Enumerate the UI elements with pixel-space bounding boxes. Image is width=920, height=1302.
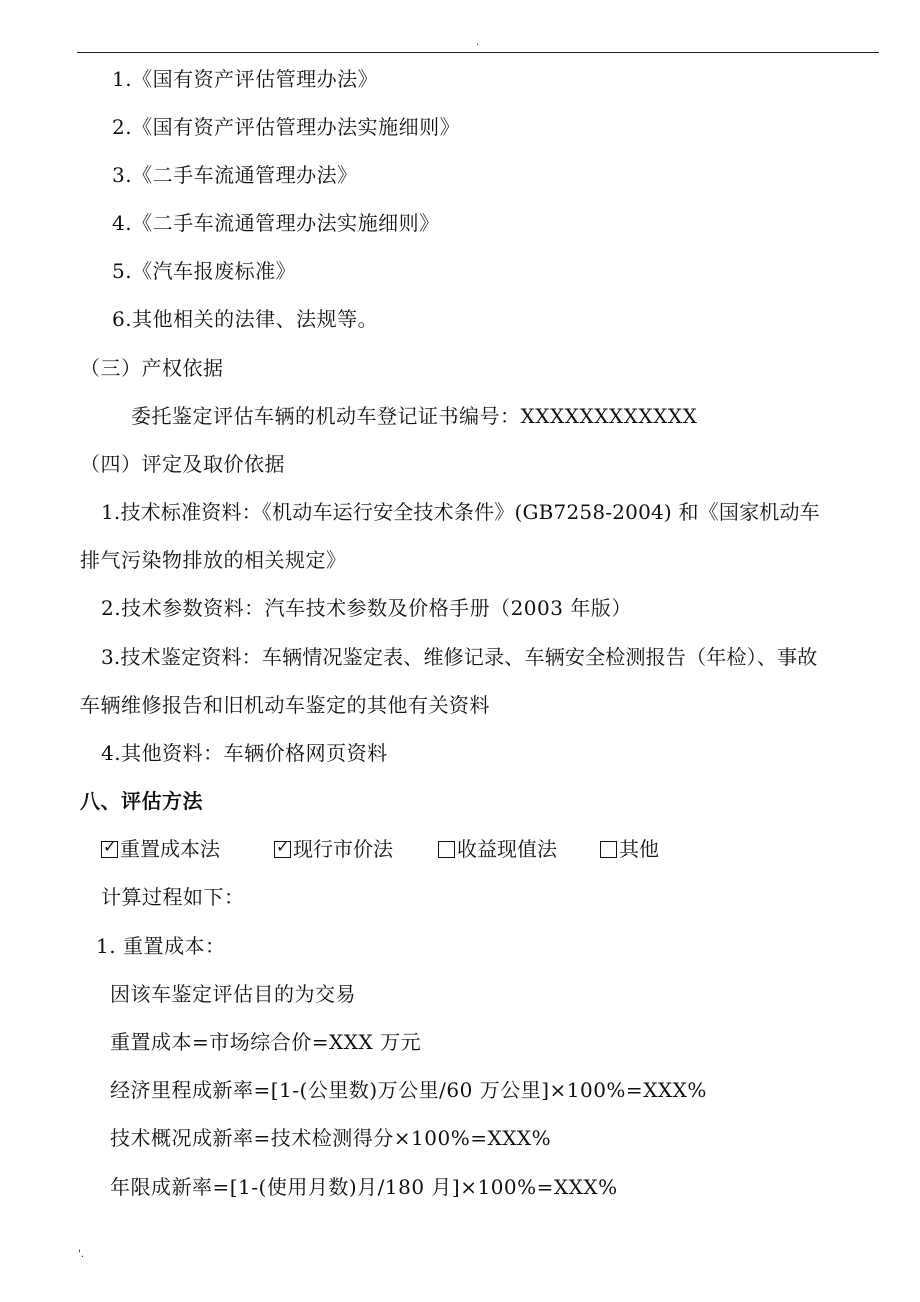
calc-line-5: 年限成新率=[1-(使用月数)月/180 月]×100%=XXX%	[110, 1175, 618, 1199]
footer-mark: '.	[78, 1249, 84, 1260]
method-other[interactable]	[600, 836, 659, 862]
calculation-intro: 计算过程如下：	[101, 885, 245, 909]
method-label: 现行市价法	[293, 837, 393, 861]
legal-basis-item-5: 5.《汽车报废标准》	[112, 259, 297, 283]
method-label: 收益现值法	[457, 837, 557, 861]
method-market-price[interactable]	[274, 836, 393, 862]
property-basis-text: 委托鉴定评估车辆的机动车登记证书编号：XXXXXXXXXXXX	[131, 404, 698, 428]
legal-basis-item-1: 1.《国有资产评估管理办法》	[112, 67, 379, 91]
section-8-heading: 八、评估方法	[80, 789, 203, 813]
property-basis-heading: （三）产权依据	[80, 356, 224, 380]
method-label: 其他	[619, 837, 659, 861]
legal-basis-item-6: 6.其他相关的法律、法规等。	[112, 307, 379, 331]
method-replacement-cost[interactable]	[101, 836, 220, 862]
pricing-basis-item-2: 2.技术参数资料：汽车技术参数及价格手册（2003 年版）	[101, 596, 632, 620]
checkbox-unchecked-icon[interactable]	[600, 841, 617, 858]
header-rule	[77, 52, 879, 53]
pricing-basis-heading: （四）评定及取价依据	[80, 452, 285, 476]
calc-line-2: 重置成本=市场综合价=XXX 万元	[110, 1030, 422, 1054]
calc-line-3: 经济里程成新率=[1-(公里数)万公里/60 万公里]×100%=XXX%	[110, 1078, 707, 1102]
checkbox-checked-icon[interactable]: ✓	[103, 837, 117, 856]
pricing-basis-item-4: 4.其他资料：车辆价格网页资料	[101, 741, 388, 765]
pricing-basis-item-3-line-1: 3.技术鉴定资料：车辆情况鉴定表、维修记录、车辆安全检测报告（年检）、事故	[101, 645, 818, 669]
legal-basis-item-2: 2.《国有资产评估管理办法实施细则》	[112, 115, 461, 139]
replacement-cost-subheading: 1. 重置成本：	[96, 934, 226, 958]
legal-basis-item-4: 4.《二手车流通管理办法实施细则》	[112, 211, 440, 235]
method-income-value[interactable]	[438, 836, 557, 862]
pricing-basis-item-1-line-2: 排气污染物排放的相关规定》	[80, 548, 347, 572]
checkbox-unchecked-icon[interactable]	[438, 841, 455, 858]
pricing-basis-item-3-line-2: 车辆维修报告和旧机动车鉴定的其他有关资料	[80, 693, 490, 717]
method-label: 重置成本法	[120, 837, 220, 861]
pricing-basis-item-1-line-1: 1.技术标准资料：《机动车运行安全技术条件》(GB7258-2004) 和《国家机动车	[101, 500, 820, 524]
calc-line-1: 因该车鉴定评估目的为交易	[110, 982, 356, 1006]
header-dot: .	[476, 37, 480, 48]
checkbox-checked-icon[interactable]: ✓	[276, 837, 290, 856]
legal-basis-item-3: 3.《二手车流通管理办法》	[112, 163, 358, 187]
calc-line-4: 技术概况成新率=技术检测得分×100%=XXX%	[110, 1126, 552, 1150]
